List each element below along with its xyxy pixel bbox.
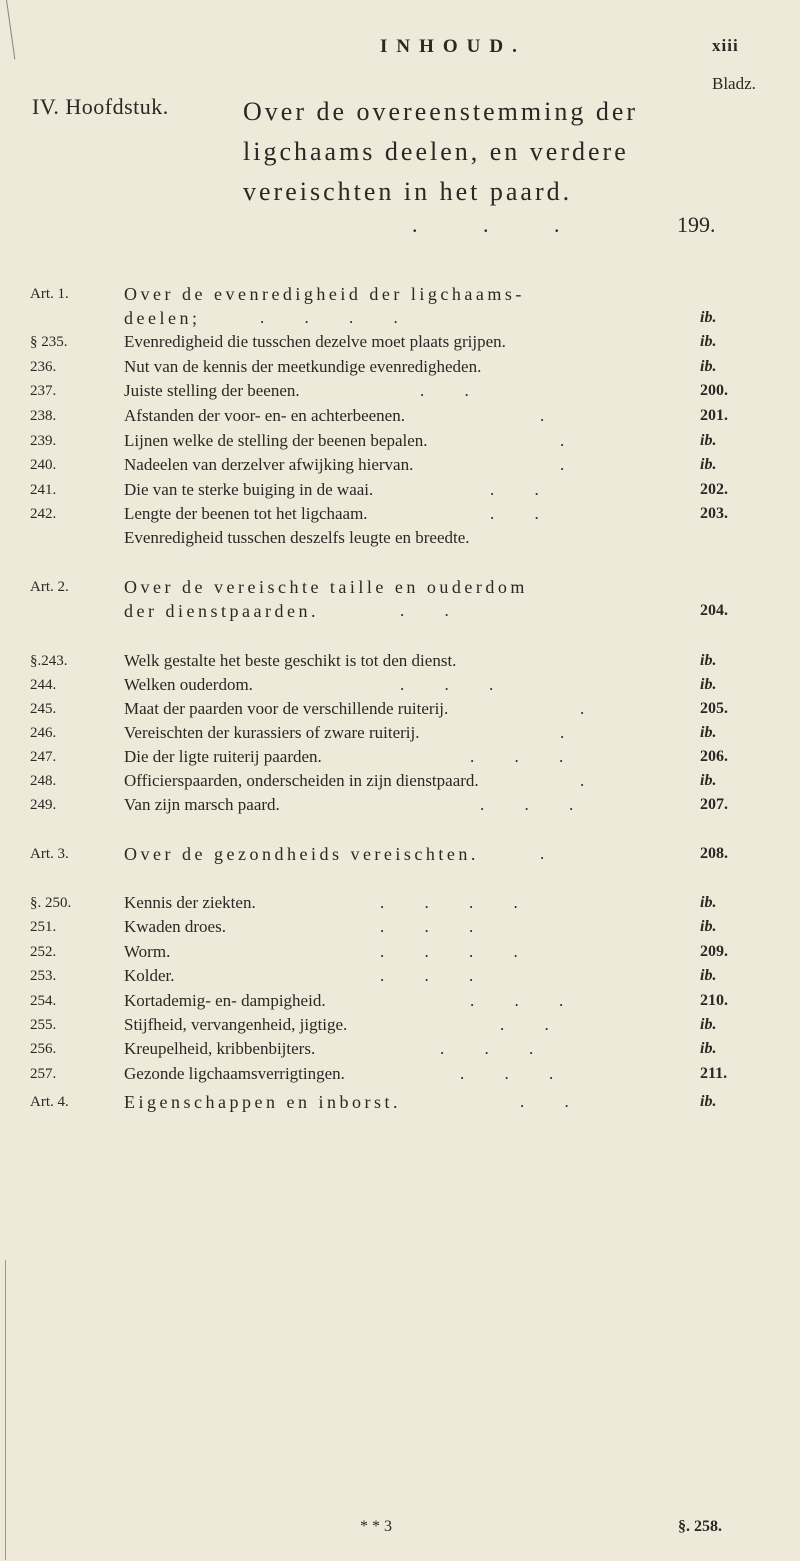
entry-number: Art. 3. bbox=[30, 846, 69, 862]
entry-number: 242. bbox=[30, 506, 57, 522]
entry-number: § 235. bbox=[30, 334, 68, 350]
entry-number: Art. 4. bbox=[30, 1094, 69, 1110]
entry-number: 248. bbox=[30, 773, 57, 789]
entry-leader: . . bbox=[490, 480, 557, 499]
entry-leader: . bbox=[560, 723, 583, 742]
entry-leader: . . bbox=[400, 601, 467, 620]
entry-page: 209. bbox=[700, 943, 728, 960]
entry-text: Evenredigheid die tusschen dezelve moet plaats grijpen. bbox=[124, 332, 506, 351]
entry-page: 203. bbox=[700, 505, 728, 522]
entry-text: Officierspaarden, onderscheiden in zijn dienstpaard. bbox=[124, 771, 479, 790]
entry-leader: . bbox=[560, 431, 583, 450]
entry-leader: . bbox=[540, 406, 563, 425]
entry-text: Welken ouderdom. bbox=[124, 675, 253, 694]
entry-page: 207. bbox=[700, 796, 728, 813]
entry-number: 236. bbox=[30, 359, 57, 375]
entry-text: Kortademig- en- dampigheid. bbox=[124, 991, 326, 1010]
entry-number: 245. bbox=[30, 701, 57, 717]
entry-text: Die der ligte ruiterij paarden. bbox=[124, 747, 322, 766]
entry-number: 249. bbox=[30, 797, 57, 813]
entry-page: 205. bbox=[700, 700, 728, 717]
entry-page: ib. bbox=[700, 309, 717, 326]
entry-text: Vereischten der kurassiers of zware ruiterij. bbox=[124, 723, 420, 742]
entry-leader: . . bbox=[520, 1092, 587, 1111]
entry-number: 257. bbox=[30, 1066, 57, 1082]
entry-text: Die van te sterke buiging in de waai. bbox=[124, 480, 374, 499]
entry-text: Lijnen welke de stelling der beenen bepalen. bbox=[124, 431, 428, 450]
entry-leader: . bbox=[560, 455, 583, 474]
entry-number: Art. 2. bbox=[30, 579, 69, 595]
entry-number: 254. bbox=[30, 993, 57, 1009]
entry-page: 211. bbox=[700, 1065, 728, 1082]
entry-page: 204. bbox=[700, 602, 728, 619]
entry-page: ib. bbox=[700, 456, 717, 473]
entry-number: 256. bbox=[30, 1041, 57, 1057]
entry-text: Gezonde ligchaamsverrigtingen. bbox=[124, 1064, 345, 1083]
entry-leader: . . . . bbox=[380, 942, 536, 961]
signature-mark: * * 3 bbox=[360, 1518, 392, 1535]
entry-number: 237. bbox=[30, 383, 57, 399]
entry-page: 206. bbox=[700, 748, 728, 765]
entry-number: 252. bbox=[30, 944, 57, 960]
margin-line bbox=[5, 1260, 6, 1560]
entry-page: ib. bbox=[700, 967, 717, 984]
entry-leader: . . bbox=[490, 504, 557, 523]
entry-page: 202. bbox=[700, 481, 728, 498]
entry-number: §.243. bbox=[30, 653, 68, 669]
entry-page: ib. bbox=[700, 432, 717, 449]
entry-leader: . . . bbox=[480, 795, 592, 814]
entry-text: Afstanden der voor- en- en achterbeenen. bbox=[124, 406, 405, 425]
entry-text: Eigenschappen en inborst. bbox=[124, 1092, 401, 1112]
entry-text: der dienstpaarden. bbox=[124, 601, 319, 621]
entry-text: Worm. bbox=[124, 942, 171, 961]
entry-text: Kolder. bbox=[124, 966, 175, 985]
entry-page: 210. bbox=[700, 992, 728, 1009]
entry-number: 246. bbox=[30, 725, 57, 741]
page-column-label: Bladz. bbox=[712, 74, 756, 93]
entry-text: Nut van de kennis der meetkundige evenredigheden. bbox=[124, 357, 482, 376]
entry-leader: . . . bbox=[460, 1064, 572, 1083]
entry-leader: . bbox=[580, 771, 603, 790]
entry-text: Nadeelen van derzelver afwijking hiervan. bbox=[124, 455, 414, 474]
entry-leader: . bbox=[540, 844, 563, 863]
entry-number: 239. bbox=[30, 433, 57, 449]
entry-leader: . . bbox=[420, 381, 487, 400]
entry-page: ib. bbox=[700, 652, 717, 669]
entry-number: 240. bbox=[30, 457, 57, 473]
entry-number: 247. bbox=[30, 749, 57, 765]
entry-leader: . . . bbox=[380, 966, 492, 985]
entry-text: Maat der paarden voor de verschillende ruiterij. bbox=[124, 699, 449, 718]
entry-text: Kreupelheid, kribbenbijters. bbox=[124, 1039, 316, 1058]
entry-leader: . . . bbox=[470, 991, 582, 1010]
entry-page: ib. bbox=[700, 894, 717, 911]
chapter-page: 199. bbox=[677, 212, 716, 237]
entry-leader: . . . . bbox=[380, 893, 536, 912]
entry-text: Over de evenredigheid der ligchaams- bbox=[124, 284, 525, 304]
entry-text: Juiste stelling der beenen. bbox=[124, 381, 300, 400]
entry-leader: . . . bbox=[400, 675, 512, 694]
entry-number: 251. bbox=[30, 919, 57, 935]
entry-page: ib. bbox=[700, 1016, 717, 1033]
catchword: §. 258. bbox=[678, 1518, 722, 1535]
chapter-leader: . . . bbox=[412, 212, 590, 237]
entry-number: Art. 1. bbox=[30, 286, 69, 302]
entry-number: §. 250. bbox=[30, 895, 72, 911]
entry-text: deelen; bbox=[124, 308, 201, 328]
entry-page: ib. bbox=[700, 918, 717, 935]
running-head-title: INHOUD. bbox=[380, 36, 526, 57]
entry-page: ib. bbox=[700, 772, 717, 789]
chapter-title: Over de overeenstemming der ligchaams deelen, en verdere vereischten in het paard. bbox=[243, 97, 639, 206]
entry-number: 241. bbox=[30, 482, 57, 498]
running-head bbox=[0, 36, 800, 66]
entry-page: ib. bbox=[700, 358, 717, 375]
entry-page: 201. bbox=[700, 407, 728, 424]
entry-number: 238. bbox=[30, 408, 57, 424]
entry-leader: . . . . bbox=[260, 308, 416, 327]
entry-page: ib. bbox=[700, 333, 717, 350]
entry-number: 253. bbox=[30, 968, 57, 984]
entry-leader: . . . bbox=[470, 747, 582, 766]
entry-text: Van zijn marsch paard. bbox=[124, 795, 280, 814]
entry-page: ib. bbox=[700, 724, 717, 741]
page-folio: xiii bbox=[712, 36, 739, 55]
entry-text: Over de gezondheids vereischten. bbox=[124, 844, 479, 864]
entry-text: Over de vereischte taille en ouderdom bbox=[124, 577, 528, 597]
entry-page: ib. bbox=[700, 676, 717, 693]
entry-leader: . . . bbox=[440, 1039, 552, 1058]
entry-number: 244. bbox=[30, 677, 57, 693]
entry-leader: . . . bbox=[380, 917, 492, 936]
entry-text: Lengte der beenen tot het ligchaam. bbox=[124, 504, 368, 523]
entry-page: 208. bbox=[700, 845, 728, 862]
entry-text: Kwaden droes. bbox=[124, 917, 226, 936]
entry-page: ib. bbox=[700, 1040, 717, 1057]
entry-number: 255. bbox=[30, 1017, 57, 1033]
entry-page: 200. bbox=[700, 382, 728, 399]
entry-text: Kennis der ziekten. bbox=[124, 893, 256, 912]
entry-text: Welk gestalte het beste geschikt is tot den dienst. bbox=[124, 651, 457, 670]
entry-page: ib. bbox=[700, 1093, 717, 1110]
chapter-label: IV. Hoofdstuk. bbox=[32, 94, 169, 119]
entry-text: Evenredigheid tusschen deszelfs leugte en breedte. bbox=[124, 528, 470, 547]
entry-text: Stijfheid, vervangenheid, jigtige. bbox=[124, 1015, 348, 1034]
entry-leader: . bbox=[580, 699, 603, 718]
entry-leader: . . bbox=[500, 1015, 567, 1034]
